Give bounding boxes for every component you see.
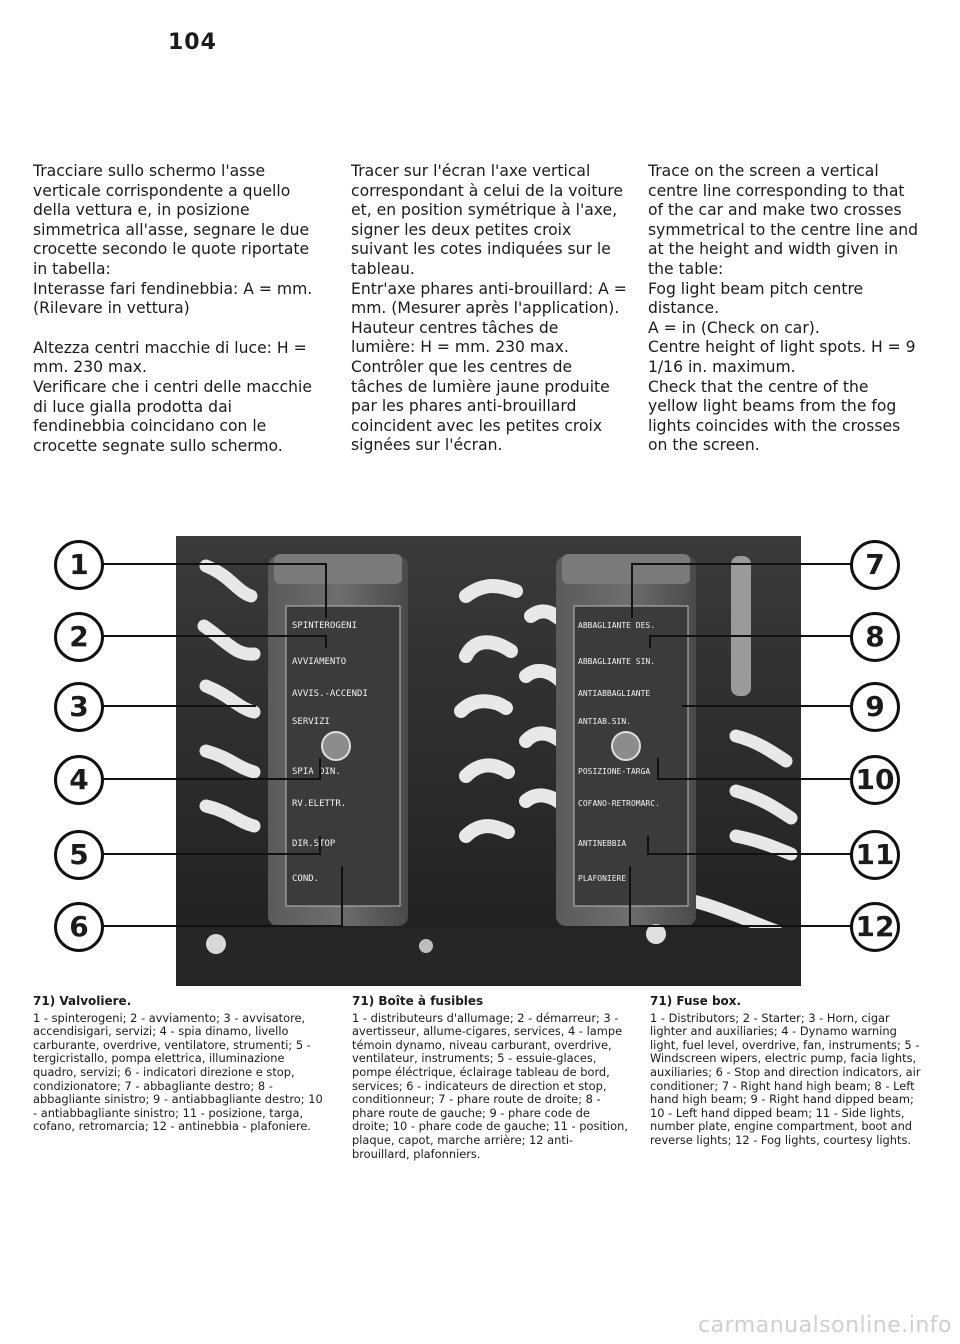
- caption-italian: [33, 995, 323, 1134]
- italian-paragraph-2: Interasse fari fendinebbia: A = mm. (Rilevare in vettura): [33, 279, 313, 318]
- french-paragraph-4: Contrôler que les centres de tâches de lumière jaune produite par les phares anti-brouillard coincident avec les petites croix signées sur l'écran.: [351, 357, 610, 455]
- right-label-6: COFANO-RETROMARC.: [578, 799, 660, 808]
- callout-4: 4: [54, 755, 104, 805]
- callout-6: 6: [54, 902, 104, 952]
- italian-paragraph-4: Verificare che i centri delle macchie di luce gialla prodotta dai fendinebbia coincidano con le crocette segnate sullo schermo.: [33, 377, 312, 455]
- left-label-7: DIR.STOP: [292, 839, 336, 849]
- caption-english-body: 1 - Distributors; 2 - Starter; 3 - Horn, cigar lighter and auxiliaries; 4 - Dynamo warning light, fuel level, overdrive, fan, instruments; 5 - Windscreen wipers, electric pump, facia lights, auxiliaries; 6 - Stop and direction indicators, air conditioner; 7 - Right hand high beam; 8 - Left hand high beam; 9 - Right hand dipped beam; 10 - Left hand dipped beam; 11 - Side lights, number plate, engine compartment, boot and reverse lights; 12 - Fog lights, courtesy lights.: [650, 1010, 921, 1147]
- english-paragraph-2: Fog light beam pitch centre distance.: [648, 279, 864, 318]
- callout-8: 8: [850, 612, 900, 662]
- french-paragraph-2: Entr'axe phares anti-brouillard: A = mm. (Mesurer après l'application).: [351, 279, 627, 318]
- english-paragraph-1: Trace on the screen a vertical centre line corresponding to that of the car and make two crosses symmetrical to the centre line and at the height and width given in the table:: [648, 162, 918, 278]
- right-label-4: ANTIAB.SIN.: [578, 717, 631, 726]
- column-italian: [33, 162, 313, 456]
- caption-italian-body: 1 - spinterogeni; 2 - avviamento; 3 - avvisatore, accendisigari, servizi; 4 - spia dinamo, livello carburante, overdrive, ventilatore, strumenti; 5 - tergicristallo, pompa elettrica, illuminazione quadro, servizi; 6 - indicatori direzione e stop, condizionatore; 7 - abbagliante destro; 8 - abbagliante sinistro; 9 - antiabbagliante destro; 10 - antiabbagliante sinistro; 11 - posizione, targa, cofano, retromarcia; 12 - antinebbia - plafoniere.: [33, 1010, 323, 1134]
- caption-french-title: 71) Boîte à fusibles: [352, 994, 484, 1008]
- callout-5: 5: [54, 830, 104, 880]
- english-paragraph-5: Check that the centre of the yellow light beams from the fog lights coincides with the crosses on the screen.: [648, 377, 901, 455]
- callout-1: 1: [54, 540, 104, 590]
- column-french: [351, 162, 627, 456]
- right-label-1: ABBAGLIANTE DES.: [578, 621, 656, 630]
- column-english: [648, 162, 923, 456]
- watermark: carmanualsonline.info: [698, 1313, 952, 1338]
- right-label-7: ANTINEBBIA: [578, 839, 627, 848]
- caption-english: [650, 995, 925, 1148]
- caption-italian-title: 71) Valvoliere.: [33, 994, 132, 1008]
- french-paragraph-1: Tracer sur l'écran l'axe vertical correspondant à celui de la voiture et, en position symétrique à l'axe, signer les deux petites croix suivant les cotes indiquées sur le tableau.: [351, 162, 624, 278]
- callout-3: 3: [54, 682, 104, 732]
- caption-french: [352, 995, 628, 1161]
- callout-9: 9: [850, 682, 900, 732]
- french-paragraph-3: Hauteur centres tâches de lumière: H = mm. 230 max.: [351, 318, 569, 357]
- callout-leaders: [58, 536, 920, 986]
- left-label-5: SPIA DIN.: [292, 767, 341, 777]
- caption-french-body: 1 - distributeurs d'allumage; 2 - démarreur; 3 - avertisseur, allume-cigares, services, 4 - lampe témoin dynamo, niveau carburant, overdrive, ventilateur, instruments; 5 - essuie-glaces, pompe éléctrique, éclairage tableau de bord, services; 6 - indicateurs de direction et stop, conditionneur; 7 - phare route de droite; 8 - phare route de gauche; 9 - phare code de droite; 10 - phare code de gauche; 11 - position, plaque, capot, marche arrière; 12 anti-brouillard, plafonniers.: [352, 1010, 628, 1161]
- left-label-4: SERVIZI: [292, 717, 330, 727]
- right-label-5: POSIZIONE-TARGA: [578, 767, 651, 776]
- right-label-8: PLAFONIERE: [578, 874, 627, 883]
- caption-english-title: 71) Fuse box.: [650, 994, 742, 1008]
- right-label-2: ABBAGLIANTE SIN.: [578, 657, 656, 666]
- italian-paragraph-3: Altezza centri macchie di luce: H = mm. 230 max.: [33, 338, 307, 377]
- left-label-8: COND.: [292, 874, 320, 884]
- fuse-box-figure: [58, 536, 920, 986]
- page-number: 104: [168, 30, 217, 55]
- left-label-1: SPINTEROGENI: [292, 621, 358, 631]
- english-paragraph-3: A = in (Check on car).: [648, 318, 820, 337]
- callout-11: 11: [850, 830, 900, 880]
- left-label-3: AVVIS.-ACCENDI: [292, 689, 368, 699]
- callout-10: 10: [850, 755, 900, 805]
- right-label-3: ANTIABBAGLIANTE: [578, 689, 651, 698]
- italian-paragraph-1: Tracciare sullo schermo l'asse verticale corrispondente a quello della vettura e, in posizione simmetrica all'asse, segnare le due crocette secondo le quote riportate in tabella:: [33, 162, 310, 278]
- english-paragraph-4: Centre height of light spots. H = 9 1/16 in. maximum.: [648, 338, 916, 376]
- left-label-6: RV.ELETTR.: [292, 799, 347, 809]
- left-label-2: AVVIAMENTO: [292, 657, 347, 667]
- callout-12: 12: [850, 902, 900, 952]
- callout-7: 7: [850, 540, 900, 590]
- callout-2: 2: [54, 612, 104, 662]
